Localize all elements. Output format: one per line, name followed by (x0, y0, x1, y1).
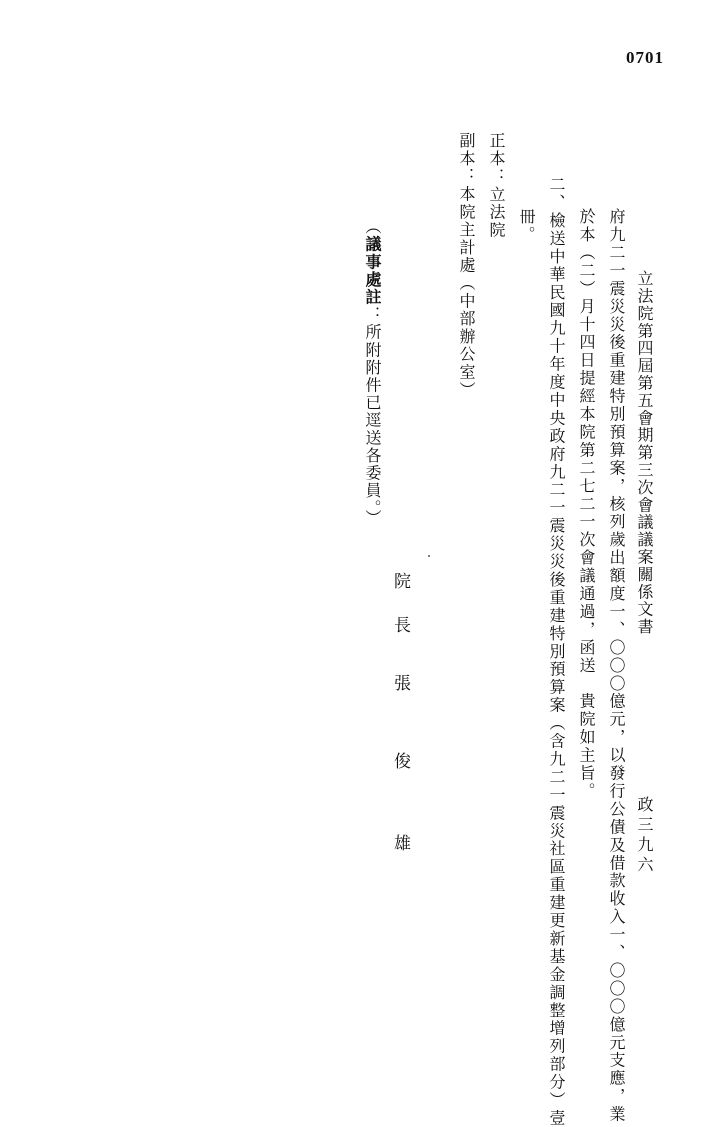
note-open-paren: （ (363, 218, 382, 236)
copy-recipient: 副本：本院主計處（中部辦公室） (457, 132, 476, 399)
item-2-line-1: 二、檢送中華民國九十年度中央政府九二一震災災後重建特別預算案（含九二一震災社區重建更新基金調整增列部分）壹 (547, 176, 566, 1127)
signature-char-2: 長 (394, 616, 411, 636)
body-line-1: 府九二一震災災後重建特別預算案，核列歲出額度一、〇〇〇億元，以發行公債及借款收入一、〇〇〇億元支應，業 (607, 208, 626, 1124)
document-number: 政三九六 (635, 796, 654, 876)
item-2-line-2: 冊。 (517, 208, 536, 244)
signature-char-5: 雄 (394, 834, 411, 854)
note-text: ：所附附件已逕送各委員。） (363, 306, 382, 527)
signature-char-1: 院 (394, 572, 411, 592)
scan-speck (428, 555, 430, 557)
signature-char-3: 張 (394, 674, 411, 694)
document-title: 立法院第四屆第五會期第三次會議議案關係文書 (635, 270, 654, 636)
body-line-2: 於本（二）月十四日提經本院第二七二一次會議通過，函送 貴院如主旨。 (577, 208, 596, 801)
note-label: 議事處註 (363, 235, 382, 307)
original-recipient: 正本：立法院 (487, 132, 506, 240)
page-number: 0701 (626, 48, 664, 67)
signature-char-4: 俊 (394, 752, 411, 772)
secretariat-note (364, 218, 380, 527)
